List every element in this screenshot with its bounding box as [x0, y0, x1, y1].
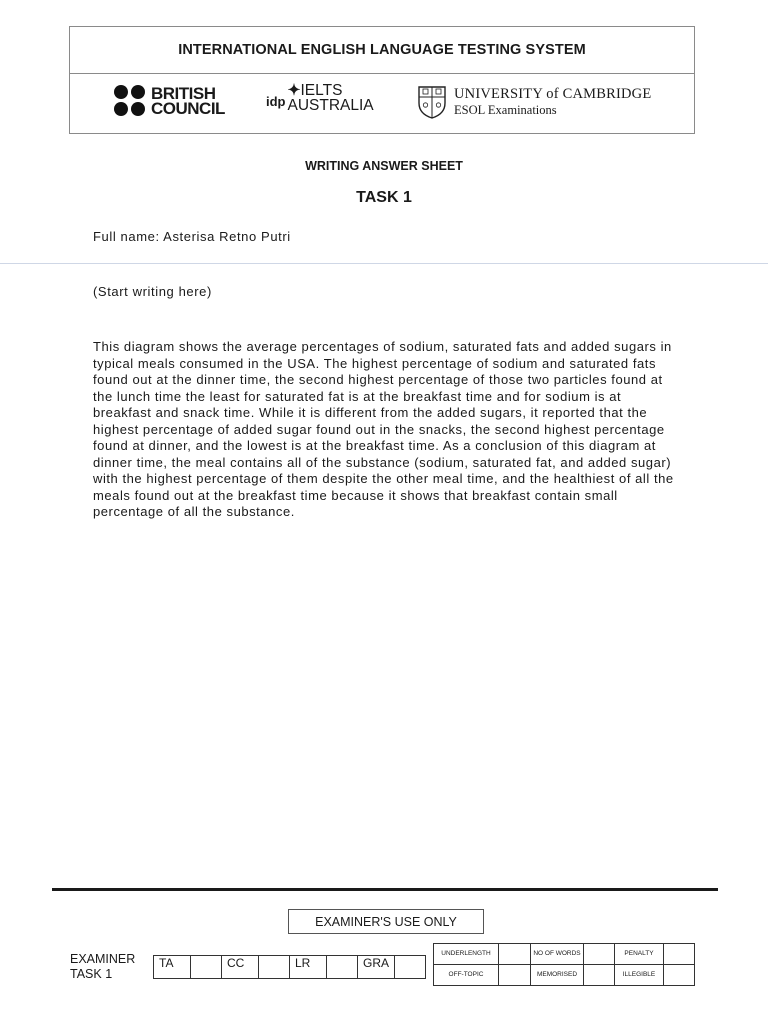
- off-topic-label: OFF-TOPIC: [434, 965, 499, 986]
- sheet-title: WRITING ANSWER SHEET: [305, 159, 463, 173]
- no-of-words-label: NO OF WORDS: [531, 944, 584, 965]
- illegible-label: ILLEGIBLE: [615, 965, 664, 986]
- criterion-lr-box[interactable]: [327, 956, 358, 979]
- examiner-label-line-2: TASK 1: [70, 967, 113, 981]
- cambridge-crest-icon: [417, 85, 447, 119]
- criterion-ta-box[interactable]: [191, 956, 222, 979]
- flags-table: [433, 943, 695, 986]
- ielts-australia-logo: [266, 83, 374, 113]
- ielts-line-1: IELTS: [300, 82, 343, 99]
- cambridge-line-2: ESOL Examinations: [454, 103, 557, 117]
- header-title: INTERNATIONAL ENGLISH LANGUAGE TESTING SYSTEM: [70, 27, 694, 74]
- ielts-line-2: AUSTRALIA: [287, 97, 374, 114]
- illegible-box[interactable]: [664, 965, 695, 986]
- full-name: Full name: Asterisa Retno Putri: [93, 229, 291, 244]
- idp-logo: idp: [266, 94, 286, 109]
- british-council-logo: [114, 85, 225, 116]
- divider-line: [0, 263, 768, 264]
- underlength-label: UNDERLENGTH: [434, 944, 499, 965]
- cambridge-line-1: UNIVERSITY of CAMBRIDGE: [454, 86, 652, 102]
- criterion-ta-label: TA: [154, 956, 191, 979]
- british-council-line-1: BRITISH: [151, 83, 216, 103]
- underlength-box[interactable]: [499, 944, 531, 965]
- examiners-use-only-box: EXAMINER'S USE ONLY: [288, 909, 484, 934]
- penalty-box[interactable]: [664, 944, 695, 965]
- start-writing-note: (Start writing here): [93, 284, 212, 299]
- criterion-gra-box[interactable]: [395, 956, 426, 979]
- task-title: TASK 1: [356, 189, 412, 206]
- off-topic-box[interactable]: [499, 965, 531, 986]
- footer-divider: [52, 888, 718, 891]
- examiner-task-label: [70, 952, 135, 982]
- cambridge-logo: [417, 85, 651, 119]
- criterion-gra-label: GRA: [358, 956, 395, 979]
- examiner-label-line-1: EXAMINER: [70, 952, 136, 966]
- criterion-cc-label: CC: [222, 956, 259, 979]
- memorised-label: MEMORISED: [531, 965, 584, 986]
- criterion-lr-label: LR: [290, 956, 327, 979]
- essay-text: This diagram shows the average percentages of sodium, saturated fats and added sugars in typical meals consumed in the USA. The highest percentage of sodium and saturated fats found out at the dinner time, the second highest percentage of those two particles found at the lunch time the least for saturated fat is at the breakfast time and for sodium is at breakfast and snack time. While it is different from the added sugars, it reported that the highest percentage of added sugar found out in the snacks, the second highest percentage found at dinner, and the lowest is at the breakfast time. As a conclusion of this diagram at dinner time, the meal contains all of the substance (sodium, saturated fat, and added sugar) with the highest percentage of them despite the other meal time, and the healthiest of all the meals found out at the breakfast time because it shows that breakfast contain small percentage of all the substance.: [93, 339, 674, 519]
- british-council-dots-icon: [114, 85, 145, 116]
- criterion-cc-box[interactable]: [259, 956, 290, 979]
- header-box: [69, 26, 695, 134]
- score-table: [153, 955, 426, 979]
- ielts-mark-icon: ✦: [287, 82, 301, 99]
- british-council-line-2: COUNCIL: [151, 98, 225, 118]
- memorised-box[interactable]: [584, 965, 615, 986]
- no-of-words-box[interactable]: [584, 944, 615, 965]
- penalty-label: PENALTY: [615, 944, 664, 965]
